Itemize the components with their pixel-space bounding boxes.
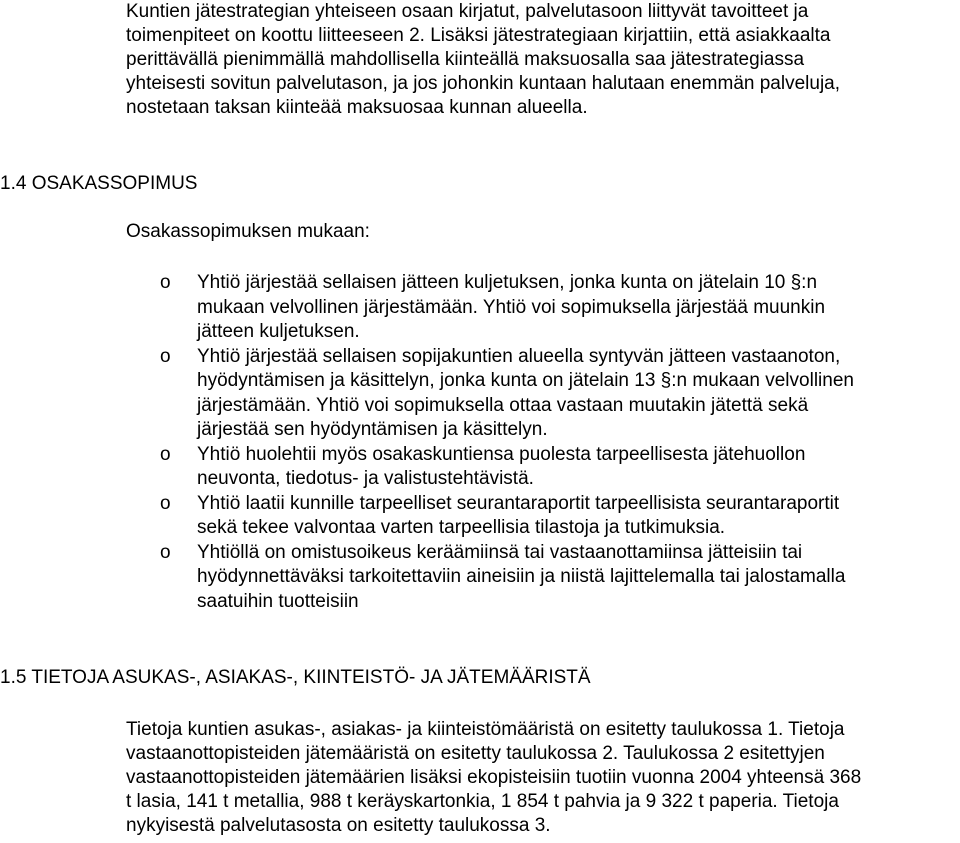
- bullet-line: järjestämään. Yhtiö voi sopimuksella ottaa vastaan muutakin jätettä sekä: [197, 394, 809, 416]
- paragraph-line: nostetaan taksan kiinteää maksuosaa kunnan alueella.: [126, 97, 588, 118]
- paragraph-line: toimenpiteet on koottu liitteeseen 2. Lisäksi jätestrategiaan kirjattiin, että asiakkaalta: [126, 25, 831, 46]
- paragraph-line: t lasia, 141 t metallia, 988 t keräyskartonkia, 1 854 t pahvia ja 9 322 t paperia. Tietoja: [126, 791, 839, 812]
- intro-paragraph: [126, 0, 946, 120]
- bullet-line: neuvonta, tiedotus- ja valistustehtävistä.: [197, 468, 534, 489]
- bullet-line: sekä tekee valvontaa varten tarpeellisia tilastoja ja tutkimuksia.: [197, 517, 726, 538]
- paragraph-line: yhteisesti sovitun palvelutason, ja jos johonkin kuntaan halutaan enemmän palveluja,: [126, 73, 841, 94]
- bullet-marker-icon: o: [160, 541, 171, 563]
- bullet-line: mukaan velvollinen järjestämään. Yhtiö voi sopimuksella järjestää muunkin: [197, 296, 826, 318]
- paragraph-line: Kuntien jätestrategian yhteiseen osaan kirjatut, palvelutasoon liittyvät tavoitteet ja: [126, 1, 809, 22]
- paragraph-line: vastaanottopisteiden jätemäärien lisäksi ekopisteisiin tuotiin vuonna 2004 yhteensä 368: [126, 767, 862, 788]
- section-lead-text: Osakassopimuksen mukaan:: [126, 221, 370, 242]
- bullet-line: Yhtiö järjestää sellaisen jätteen kuljetuksen, jonka kunta on jätelain 10 §:n: [197, 272, 818, 293]
- bullet-line: järjestää sen hyödyntämisen ja käsittelyn.: [197, 419, 548, 440]
- bullet-line: Yhtiö laatii kunnille tarpeelliset seurantaraportit tarpeellisista seurantaraportit: [197, 492, 840, 514]
- bullet-item: [160, 443, 950, 492]
- bullet-line: Yhtiöllä on omistusoikeus keräämiinsä tai vastaanottamiinsa jätteisiin tai: [197, 541, 803, 563]
- bullet-list: [160, 271, 950, 614]
- bullet-marker-icon: o: [160, 492, 171, 514]
- bullet-marker-icon: o: [160, 443, 171, 465]
- paragraph-line: perittävällä pienimmällä mahdollisella kiinteällä maksuosalla saa jätestrategiassa: [126, 49, 805, 70]
- section-paragraph: [126, 718, 956, 838]
- bullet-item: [160, 541, 950, 615]
- section-heading-1-5: 1.5 TIETOJA ASUKAS-, ASIAKAS-, KIINTEISTÖ- JA JÄTEMÄÄRISTÄ: [0, 667, 591, 688]
- bullet-line: Yhtiö järjestää sellaisen sopijakuntien alueella syntyvän jätteen vastaanoton,: [197, 345, 841, 367]
- section-heading-1-4: 1.4 OSAKASSOPIMUS: [0, 173, 198, 194]
- bullet-line: hyödyntämisen ja käsittelyn, jonka kunta on jätelain 13 §:n mukaan velvollinen: [197, 370, 854, 391]
- bullet-line: Yhtiö huolehtii myös osakaskuntiensa puolesta tarpeellisesta jätehuollon: [197, 443, 806, 465]
- bullet-line: jätteen kuljetuksen.: [197, 321, 360, 342]
- bullet-item: [160, 345, 950, 443]
- bullet-marker-icon: o: [160, 345, 171, 367]
- paragraph-line: Tietoja kuntien asukas-, asiakas- ja kiinteistömääristä on esitetty taulukossa 1. Tietoja: [126, 719, 845, 740]
- bullet-marker-icon: o: [160, 272, 171, 293]
- bullet-line: hyödynnettäväksi tarkoitettaviin aineisiin ja niistä lajittelemalla tai jalostamalla: [197, 566, 846, 587]
- bullet-item: [160, 271, 950, 345]
- paragraph-line: vastaanottopisteiden jätemääristä on esitetty taulukossa 2. Taulukossa 2 esitettyjen: [126, 743, 825, 764]
- bullet-item: [160, 492, 950, 541]
- paragraph-line: nykyisestä palvelutasosta on esitetty taulukossa 3.: [126, 815, 551, 836]
- bullet-line: saatuihin tuotteisiin: [197, 590, 359, 612]
